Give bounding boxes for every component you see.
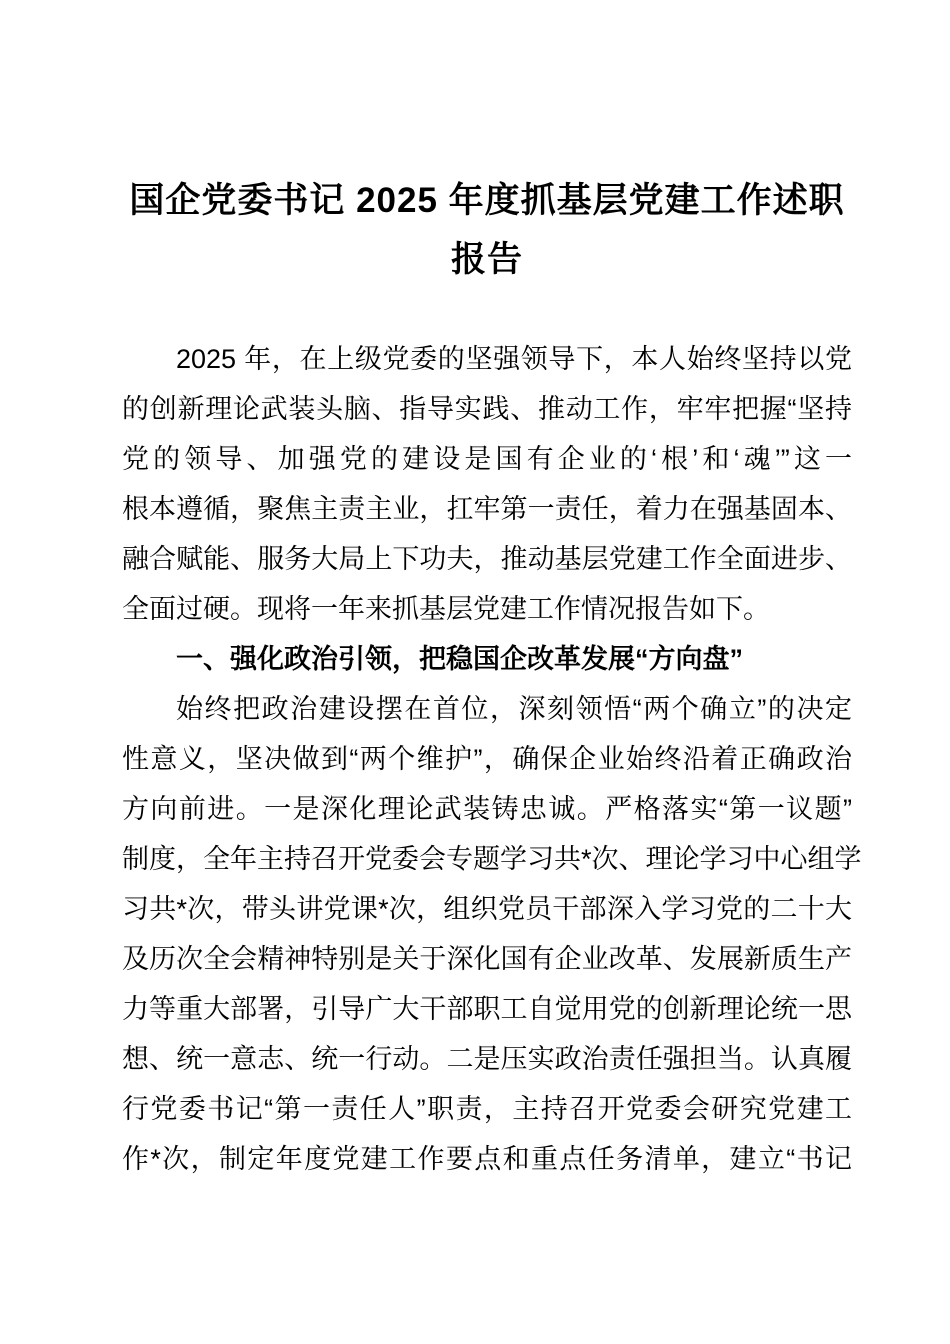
text-line: 始终把政治建设摆在首位，深刻领悟“两个确立”的决定 <box>176 694 852 724</box>
text-line: 根本遵循，聚焦主责主业，扛牢第一责任，着力在强基固本、 <box>122 494 852 524</box>
text-line: 力等重大部署，引导广大干部职工自觉用党的创新理论统一思 <box>122 994 852 1024</box>
document-title-line-1: 国企党委书记 2025 年度抓基层党建工作述职 <box>129 181 845 220</box>
document-title-line-2: 报告 <box>450 240 523 279</box>
text-line: 2025 年，在上级党委的坚强领导下，本人始终坚持以党 <box>176 344 852 374</box>
text-line: 全面过硬。现将一年来抓基层党建工作情况报告如下。 <box>122 594 770 624</box>
document-body <box>122 334 862 1184</box>
text-line: 的创新理论武装头脑、指导实践、推动工作，牢牢把握“坚持 <box>122 394 852 424</box>
text-line: 制度，全年主持召开党委会专题学习共*次、理论学习中心组学 <box>122 844 862 874</box>
text-line: 习共*次，带头讲党课*次，组织党员干部深入学习党的二十大 <box>122 894 852 924</box>
text-line: 作*次，制定年度党建工作要点和重点任务清单，建立“书记 <box>122 1144 852 1174</box>
text-line: 及历次全会精神特别是关于深化国有企业改革、发展新质生产 <box>122 944 852 974</box>
text-line: 想、统一意志、统一行动。二是压实政治责任强担当。认真履 <box>122 1044 852 1074</box>
text-line: 行党委书记“第一责任人”职责，主持召开党委会研究党建工 <box>122 1094 852 1124</box>
text-line: 方向前进。一是深化理论武装铸忠诚。严格落实“第一议题” <box>122 794 852 824</box>
text-line: 党的领导、加强党的建设是国有企业的‘根’和‘魂’”这一 <box>122 444 853 474</box>
section-heading: 一、强化政治引领，把稳国企改革发展“方向盘” <box>176 644 743 674</box>
document-title <box>122 171 852 289</box>
text-line: 融合赋能、服务大局上下功夫，推动基层党建工作全面进步、 <box>122 544 852 574</box>
text-line: 性意义，坚决做到“两个维护”，确保企业始终沿着正确政治 <box>122 744 852 774</box>
